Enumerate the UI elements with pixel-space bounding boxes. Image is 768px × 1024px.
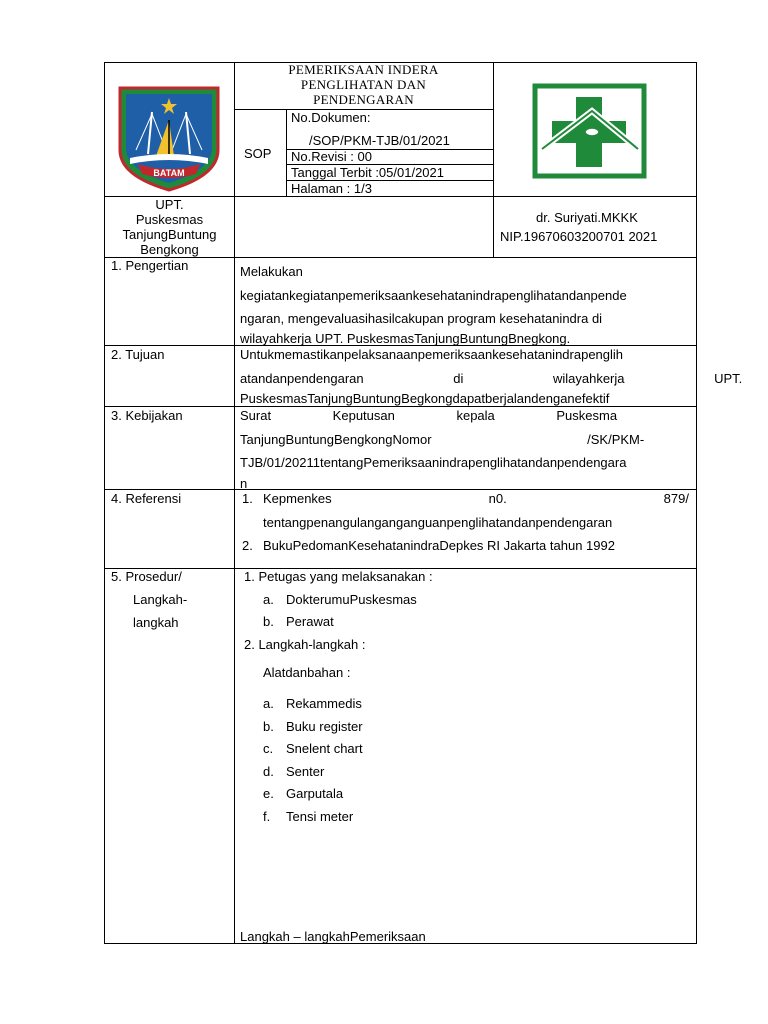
alat-marker-a: a. [263, 696, 274, 711]
section-label-prosedur: 5. Prosedur/ [111, 569, 182, 584]
kebijakan-line-3: TJB/01/20211tentangPemeriksaanindrapenglihatandanpendengara [240, 455, 627, 470]
alat-item-e: Garputala [286, 786, 344, 801]
section-label-prosedur-line-2: Langkah- [133, 592, 188, 607]
alat-item-c: Snelent chart [286, 741, 363, 756]
referensi-item-1-part-3: 879/ [663, 491, 689, 506]
referensi-item-1-number: 1. [242, 491, 253, 506]
alat-marker-c: c. [263, 741, 274, 756]
section-label-kebijakan: 3. Kebijakan [111, 408, 183, 423]
doc-number-label: No.Dokumen: [291, 110, 371, 125]
referensi-item-1-line-2: tentangpenangulanganganguanpenglihatandanpendengaran [263, 515, 613, 530]
page-number: Halaman : 1/3 [291, 181, 372, 196]
alat-marker-f: f. [263, 809, 271, 824]
doc-number-value: /SOP/PKM-TJB/01/2021 [309, 133, 450, 148]
kebijakan-line-4: n [240, 476, 248, 491]
tujuan-line-1: Untukmemastikanpelaksanaanpemeriksaankesehatanindrapenglih [240, 347, 624, 362]
batam-logo-text: BATAM [153, 168, 185, 178]
referensi-item-1-part-2: n0. [488, 491, 507, 506]
institution-line-1: UPT. [155, 197, 184, 212]
batam-logo [116, 84, 222, 194]
petugas-marker-a: a. [263, 592, 274, 607]
referensi-item-1-line-1 [263, 491, 689, 506]
section-label-tujuan: 2. Tujuan [111, 347, 165, 362]
institution-line-2: Puskesmas [135, 212, 204, 227]
alat-item-d: Senter [286, 764, 325, 779]
section-label-pengertian: 1. Pengertian [111, 258, 189, 273]
kebijakan-line-1: Surat Keputusan kepala Puskesma [240, 408, 618, 423]
pengertian-line-1: Melakukan [240, 264, 303, 279]
petugas-item-b: Perawat [286, 614, 334, 629]
pengertian-line-3: ngaran, mengevaluasihasilcakupan program kesehatanindra di [240, 311, 603, 326]
referensi-item-1-part-1: Kepmenkes [263, 491, 332, 506]
alat-bahan-label: Alatdanbahan : [263, 665, 351, 680]
doc-title-line-3: PENDENGARAN [313, 92, 414, 107]
alat-marker-b: b. [263, 719, 274, 734]
issue-date: Tanggal Terbit :05/01/2021 [291, 165, 444, 180]
alat-marker-e: e. [263, 786, 274, 801]
section-label-referensi: 4. Referensi [111, 491, 182, 506]
petugas-item-a: DokterumuPuskesmas [286, 592, 417, 607]
prosedur-step-2: 2. Langkah-langkah : [244, 637, 366, 652]
pengertian-line-2: kegiatankegiatanpemeriksaankesehatanindrapenglihatandanpende [240, 288, 627, 303]
sop-label: SOP [244, 146, 272, 161]
revision-number: No.Revisi : 00 [291, 149, 372, 164]
signer-name: dr. Suriyati.MKKK [536, 210, 638, 225]
signer-nip: NIP.19670603200701 2021 [500, 229, 658, 244]
prosedur-step-1: 1. Petugas yang melaksanakan : [244, 569, 433, 584]
alat-item-b: Buku register [286, 719, 363, 734]
institution-line-3: TanjungBuntung [122, 227, 217, 242]
institution-line-4: Bengkong [140, 242, 199, 257]
referensi-item-2-number: 2. [242, 538, 253, 553]
doc-title-line-2: PENGLIHATAN DAN [300, 77, 427, 92]
doc-title-line-1: PEMERIKSAAN INDERA [288, 62, 439, 77]
langkah-pemeriksaan-heading: Langkah – langkahPemeriksaan [240, 929, 426, 944]
alat-item-a: Rekammedis [286, 696, 362, 711]
kebijakan-line-2: TanjungBuntungBengkongNomor /SK/PKM- [240, 432, 645, 447]
pengertian-line-4: wilayahkerja UPT. PuskesmasTanjungBuntungBnegkong. [240, 331, 571, 346]
tujuan-line-2: atandanpendengaran di wilayahkerja UPT. [240, 371, 743, 386]
puskesmas-logo [532, 83, 647, 179]
referensi-item-2-text: BukuPedomanKesehatanindraDepkes RI Jakarta tahun 1992 [263, 538, 615, 553]
section-label-prosedur-line-3: langkah [133, 615, 179, 630]
petugas-marker-b: b. [263, 614, 274, 629]
alat-marker-d: d. [263, 764, 274, 779]
alat-item-f: Tensi meter [286, 809, 354, 824]
tujuan-line-3: PuskesmasTanjungBuntungBegkongdapatberjalandenganefektif [240, 391, 610, 406]
